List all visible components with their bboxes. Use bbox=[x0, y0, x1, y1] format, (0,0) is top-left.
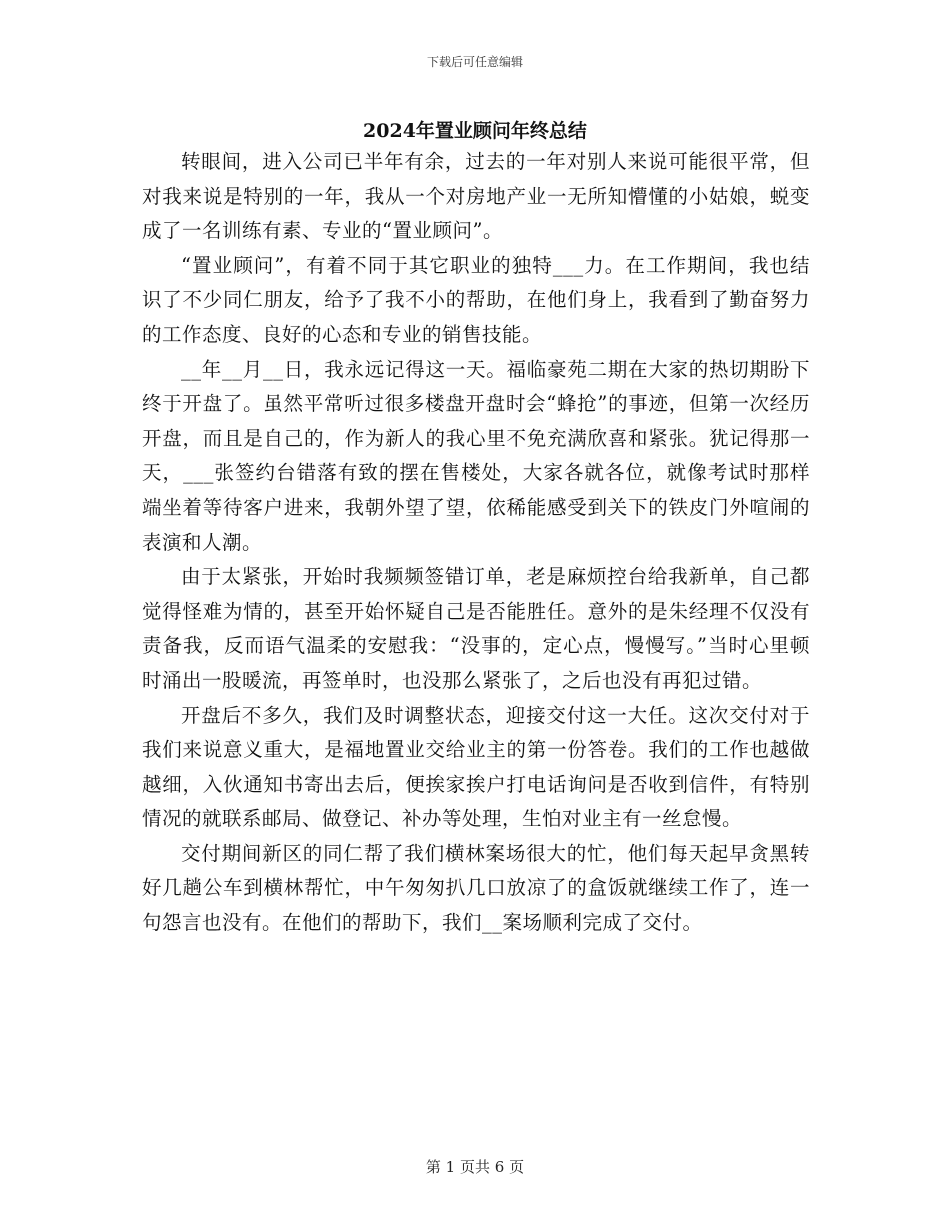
header-note: 下载后可任意编辑 bbox=[426, 55, 523, 69]
page-number: 第 1 页共 6 页 bbox=[425, 1158, 525, 1176]
paragraph: 由于太紧张，开始时我频频签错订单，老是麻烦控台给我新单，自己都觉得怪难为情的，甚至开始怀疑自己是否能胜任。意外的是朱经理不仅没有责备我，反而语气温柔的安慰我：“没事的，定心点，慢慢写。”当时心里顿时涌出一股暖流，再签单时，也没那么紧张了，之后也没有再犯过错。 bbox=[142, 565, 810, 692]
paragraph: “置业顾问”，有着不同于其它职业的独特___力。在工作期间，我也结识了不少同仁朋友，给予了我不小的帮助，在他们身上，我看到了勤奋努力的工作态度、良好的心态和专业的销售技能。 bbox=[142, 253, 810, 346]
document-body bbox=[142, 145, 810, 941]
document-title: 2024年置业顾问年终总结 bbox=[363, 120, 587, 142]
paragraph: 开盘后不多久，我们及时调整状态，迎接交付这一大任。这次交付对于我们来说意义重大，是福地置业交给业主的第一份答卷。我们的工作也越做越细，入伙通知书寄出去后，便挨家挨户打电话询问是否收到信件，有特别情况的就联系邮局、做登记、补办等处理，生怕对业主有一丝怠慢。 bbox=[142, 703, 810, 831]
paragraph: __年__月__日，我永远记得这一天。福临豪苑二期在大家的热切期盼下终于开盘了。虽然平常听过很多楼盘开盘时会“蜂抢”的事迹，但第一次经历开盘，而且是自己的，作为新人的我心里不免充满欣喜和紧张。犹记得那一天，___张签约台错落有致的摆在售楼处，大家各就各位，就像考试时那样端坐着等待客户进来，我朝外望了望，依稀能感受到关下的铁皮门外喧闹的表演和人潮。 bbox=[142, 357, 810, 554]
paragraph: 转眼间，进入公司已半年有余，过去的一年对别人来说可能很平常，但对我来说是特别的一年，我从一个对房地产业一无所知懵懂的小姑娘，蜕变成了一名训练有素、专业的“置业顾问”。 bbox=[142, 150, 810, 243]
paragraph: 交付期间新区的同仁帮了我们横林案场很大的忙，他们每天起早贪黑转好几趟公车到横林帮忙，中午匆匆扒几口放凉了的盒饭就继续工作了，连一句怨言也没有。在他们的帮助下，我们__案场顺利完成了交付。 bbox=[142, 841, 810, 935]
